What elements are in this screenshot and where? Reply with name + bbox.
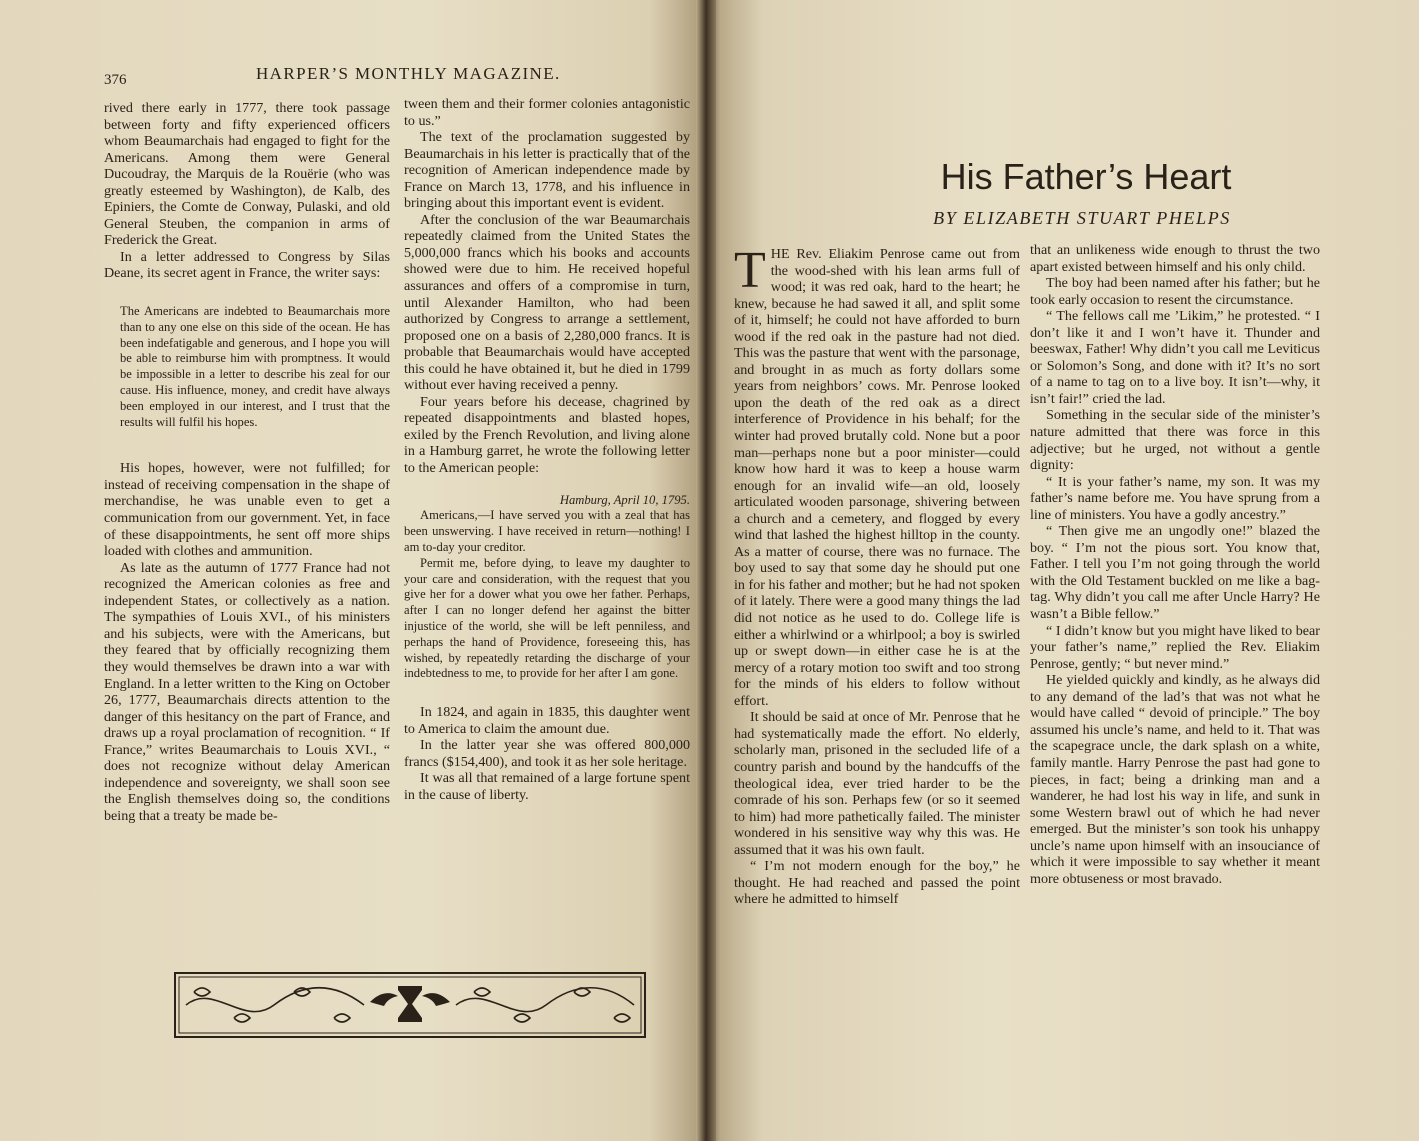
opening-text: HE Rev. Eliakim Penrose came out from the wood-shed with his lean arms full of wood; it was red oak, hard to the heart; he knew, because he had sawed it all, and split some of it, himself; he could not have afforded to burn wood if the red oak in the pasture had not died. This was the pasture that went with the parsonage, and brought in as much as forty dollars some years from neighbors’ cows. Mr. Penrose looked upon the death of the red oak as a direct interference of Providence in his behalf; for the winter had proved brutally cold. None but a poor man—perhaps none but a poor minister—could know how hard it was to keep a house warm enough for an invalid wife—an old, loosely articulated wooden parsonage, shivering between a church and a cemetery, and flogged by every wind that lashed the highest hilltop in the county. As a matter of course, there was no furnace. The boy used to say that some day he should put one in for his father and mother; but he had not spoken of it lately. There were a good many things the lad did not notice as he used to do. College life is either a whirlwind or a whirlpool; a boy is swirled up or swept down—in either case he is at the mercy of a rotary motion too swift and too strong for the minds of his elders to follow without effort. <box>734 246 1020 709</box>
left-column-2 <box>404 96 690 803</box>
left-column-1 <box>104 100 390 824</box>
paragraph: “ It is your father’s name, my son. It was my father’s name before me. You have sprung from a line of ministers. You have a godly ancestry.” <box>1030 473 1320 523</box>
paragraph: “ The fellows call me ’Likim,” he protested. “ I don’t like it and I won’t have it. Thunder and beeswax, Father! Why didn’t you call me Leviticus or Solomon’s Song, and done with it? It’s no sort of a name to tag on to a live boy. It isn’t—why, it isn’t fair!” cried the lad. <box>1030 308 1320 407</box>
page-number: 376 <box>104 72 127 88</box>
paragraph: The boy had been named after his father; but he took early occasion to resent the circumstance. <box>1030 275 1320 308</box>
letter-paragraph: Permit me, before dying, to leave my daughter to your care and consideration, with the request that you give her for a dower what you owe her father. Perhaps, after I can no longer defend her against the bitter injustice of the world, she will be left penniless, and perhaps the hand of Providence, foreseeing this, has wished, by repeatedly retarding the discharge of your indebtedness to me, to provide for her after I am gone. <box>404 555 690 681</box>
running-head: HARPER’S MONTHLY MAGAZINE. <box>256 64 561 83</box>
paragraph: In the latter year she was offered 800,000 francs ($154,400), and took it as her sole heritage. <box>404 737 690 770</box>
right-column-2 <box>1030 242 1320 887</box>
paragraph: Four years before his decease, chagrined by repeated disappointments and blasted hopes, exiled by the French Revolution, and living alone in a Hamburg garret, he wrote the following letter to the American people: <box>404 393 690 477</box>
paragraph: His hopes, however, were not fulfilled; for instead of receiving compensation in the shape of merchandise, he was unable even to get a communication from our government. Yet, in face of these disappointments, he sent off more ships loaded with clothes and ammunition. <box>104 460 390 560</box>
paragraph: In 1824, and again in 1835, this daughter went to America to claim the amount due. <box>404 704 690 737</box>
right-page <box>706 0 1419 1141</box>
book-gutter <box>696 0 716 1141</box>
paragraph: tween them and their former colonies antagonistic to us.” <box>404 96 690 129</box>
letter-paragraph: Americans,—I have served you with a zeal that has been unswerving. I have received in return—nothing! I am to-day your creditor. <box>404 508 690 554</box>
paragraph: It was all that remained of a large fortune spent in the cause of liberty. <box>404 770 690 803</box>
byline: BY ELIZABETH STUART PHELPS <box>933 208 1231 228</box>
paragraph: “ I didn’t know but you might have liked to bear your father’s name,” replied the Rev. Eliakim Penrose, gently; “ but never mind.” <box>1030 622 1320 672</box>
letter-dateline: Hamburg, April 10, 1795. <box>559 492 690 507</box>
decorative-tailpiece <box>174 972 646 1038</box>
paragraph: Something in the secular side of the minister’s nature admitted that there was force in this adjective; but he urged, not without a gentle dignity: <box>1030 407 1320 474</box>
paragraph: rived there early in 1777, there took passage between forty and fifty experienced officers whom Beaumarchais had engaged to fight for the Americans. Among them were General Ducoudray, the Marquis de la Rouërie (who was greatly esteemed by Washington), de Kalb, des Epiniers, the Comte de Conway, Pulaski, and old General Steuben, the companion in arms of Frederick the Great. <box>104 100 390 249</box>
paragraph: As late as the autumn of 1777 France had not recognized the American colonies as free and independent States, or collectively as a nation. The sympathies of Louis XVI., of his ministers and his subjects, were with the Americans, but they feared that by officially recognizing them they would themselves be drawn into a war with England. In a letter written to the King on October 26, 1777, Beaumarchais directs attention to the danger of this hesitancy on the part of France, and draws up a royal proclamation of recognition. “ If France,” writes Beaumarchais to Louis XVI., “ does not recognize without delay American independence and sovereignty, we shall soon see the English themselves doing so, the conditions being that a treaty be made be- <box>104 559 390 824</box>
paragraph: After the conclusion of the war Beaumarchais repeatedly claimed from the United States the 5,000,000 francs which his books and accounts showed were due to him. He received hopeful assurances and offers of a compromise in turn, until Alexander Hamilton, who had been authorized by Congress to arrange a settlement, proposed one on a basis of 2,280,000 francs. It is probable that Beaumarchais would have accepted this could he have obtained it, but he died in 1799 without ever having received a penny. <box>404 211 690 394</box>
paragraph <box>734 242 1020 709</box>
story-title: His Father’s Heart <box>940 156 1232 197</box>
paragraph: In a letter addressed to Congress by Silas Deane, its secret agent in France, the writer says: <box>104 248 390 282</box>
drop-cap: T <box>734 242 766 299</box>
paragraph: It should be said at once of Mr. Penrose that he had systematically made the effort. No elderly, scholarly man, prisoned in the secluded life of a country parish and bound by the handcuffs of the theological idea, ever tried harder to be the comrade of his son. Perhaps few (or so it seemed to him) had more pathetically failed. The minister wondered in his sensitive way why this was. He assumed that it was his own fault. <box>734 709 1020 858</box>
paragraph: that an unlikeness wide enough to thrust the two apart existed between himself and his only child. <box>1030 242 1320 275</box>
block-quote: The Americans are indebted to Beaumarchais more than to any one else on this side of the ocean. He has been indefatigable and generous, and I hope you will be able to reimburse him with promptness. It would be impossible in a letter to describe his zeal for our cause. His influence, money, and credit have always been employed in our interest, and I trust that the results will fulfil his hopes. <box>120 304 390 429</box>
paragraph: “ I’m not modern enough for the boy,” he thought. He had reached and passed the point where he admitted to himself <box>734 858 1020 908</box>
right-column-1 <box>734 242 1020 908</box>
paragraph: “ Then give me an ungodly one!” blazed the boy. “ I’m not the pious sort. You know that, Father. I tell you I’m not going through the world with the Old Testament buckled on me like a bag-tag. Why didn’t you call me after Uncle Harry? He wasn’t a Bible fellow.” <box>1030 523 1320 623</box>
paragraph: The text of the proclamation suggested by Beaumarchais in his letter is practically that of the recognition of American independence made by France on March 13, 1778, and his influence in bringing about this important event is evident. <box>404 129 690 212</box>
left-page <box>0 0 706 1141</box>
paragraph: He yielded quickly and kindly, as he always did to any demand of the lad’s that was not what he would have called “ devoid of principle.” The boy assumed his uncle’s name, and held to it. That was the scapegrace uncle, the dark splash on a white, family mantle. Harry Penrose the past had gone to pieces, in fact; being a drinking man and a wanderer, he had lost his way in life, and sunk in some Western brawl out of which he had never emerged. But the minister’s son took his unhappy uncle’s name upon himself with an insouciance of which it were impossible to say whether it meant more obtuseness or most bravado. <box>1030 672 1320 887</box>
